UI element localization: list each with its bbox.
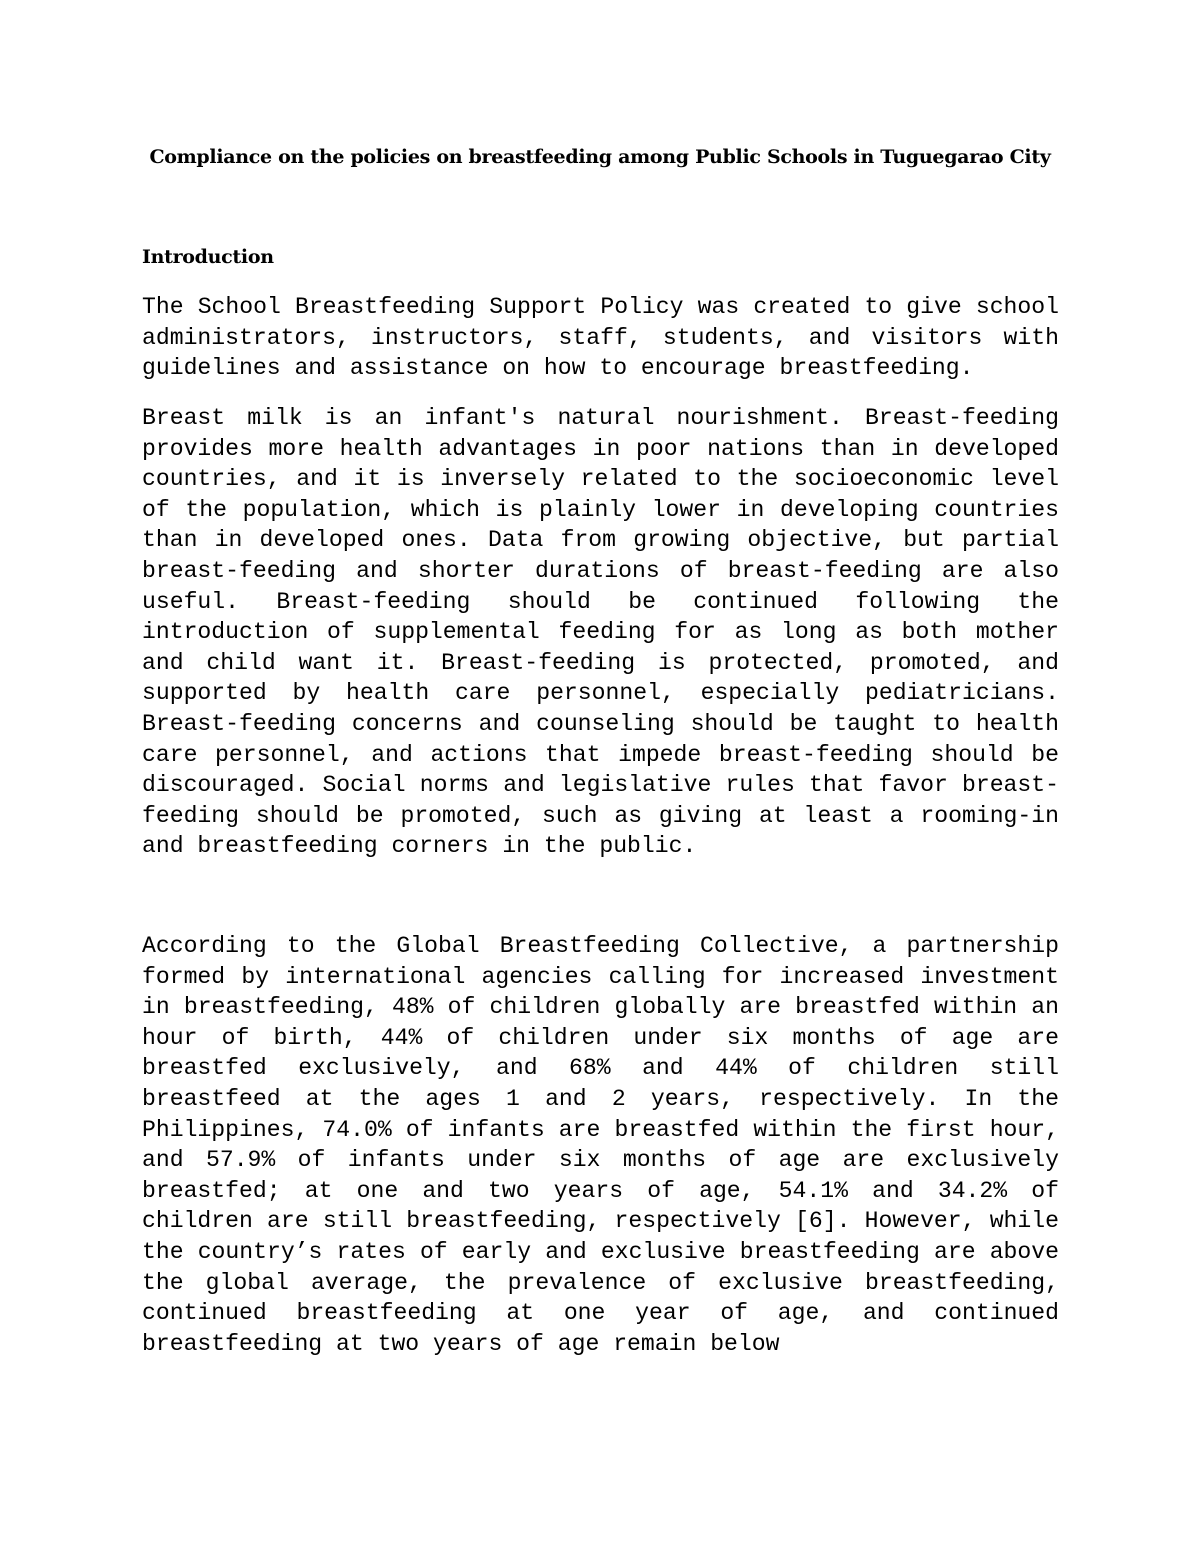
paragraph-1: The School Breastfeeding Support Policy was created to give school administrators, instructors, staff, students, and visitors with guidelines and assistance on how to encourage breastfeeding.: [142, 294, 1059, 382]
paragraph-3: According to the Global Breastfeeding Collective, a partnership formed by international agencies calling for increased investment in breastfeeding, 48% of children globally are breastfed within an hour of birth, 44% of children under six months of age are breastfed exclusively, and 68% and 44% of children still breastfeed at the ages 1 and 2 years, respectively. In the Philippines, 74.0% of infants are breastfed within the first hour, and 57.9% of infants under six months of age are exclusively breastfed; at one and two years of age, 54.1% and 34.2% of children are still breastfeeding, respectively [6]. However, while the country’s rates of early and exclusive breastfeeding are above the global average, the prevalence of exclusive breastfeeding, continued breastfeeding at one year of age, and continued breastfeeding at two years of age remain below: [142, 933, 1059, 1357]
paragraph-2: Breast milk is an infant's natural nourishment. Breast-feeding provides more health advantages in poor nations than in developed countries, and it is inversely related to the socioeconomic level of the population, which is plainly lower in developing countries than in developed ones. Data from growing objective, but partial breast-feeding and shorter durations of breast-feeding are also useful. Breast-feeding should be continued following the introduction of supplemental feeding for as long as both mother and child want it. Breast-feeding is protected, promoted, and supported by health care personnel, especially pediatricians. Breast-feeding concerns and counseling should be taught to health care personnel, and actions that impede breast-feeding should be discouraged. Social norms and legislative rules that favor breast-feeding should be promoted, such as giving at least a rooming-in and breastfeeding corners in the public.: [142, 405, 1059, 860]
document-title: Compliance on the policies on breastfeeding among Public Schools in Tuguegarao City: [149, 146, 1051, 168]
section-heading-introduction: Introduction: [142, 246, 274, 268]
